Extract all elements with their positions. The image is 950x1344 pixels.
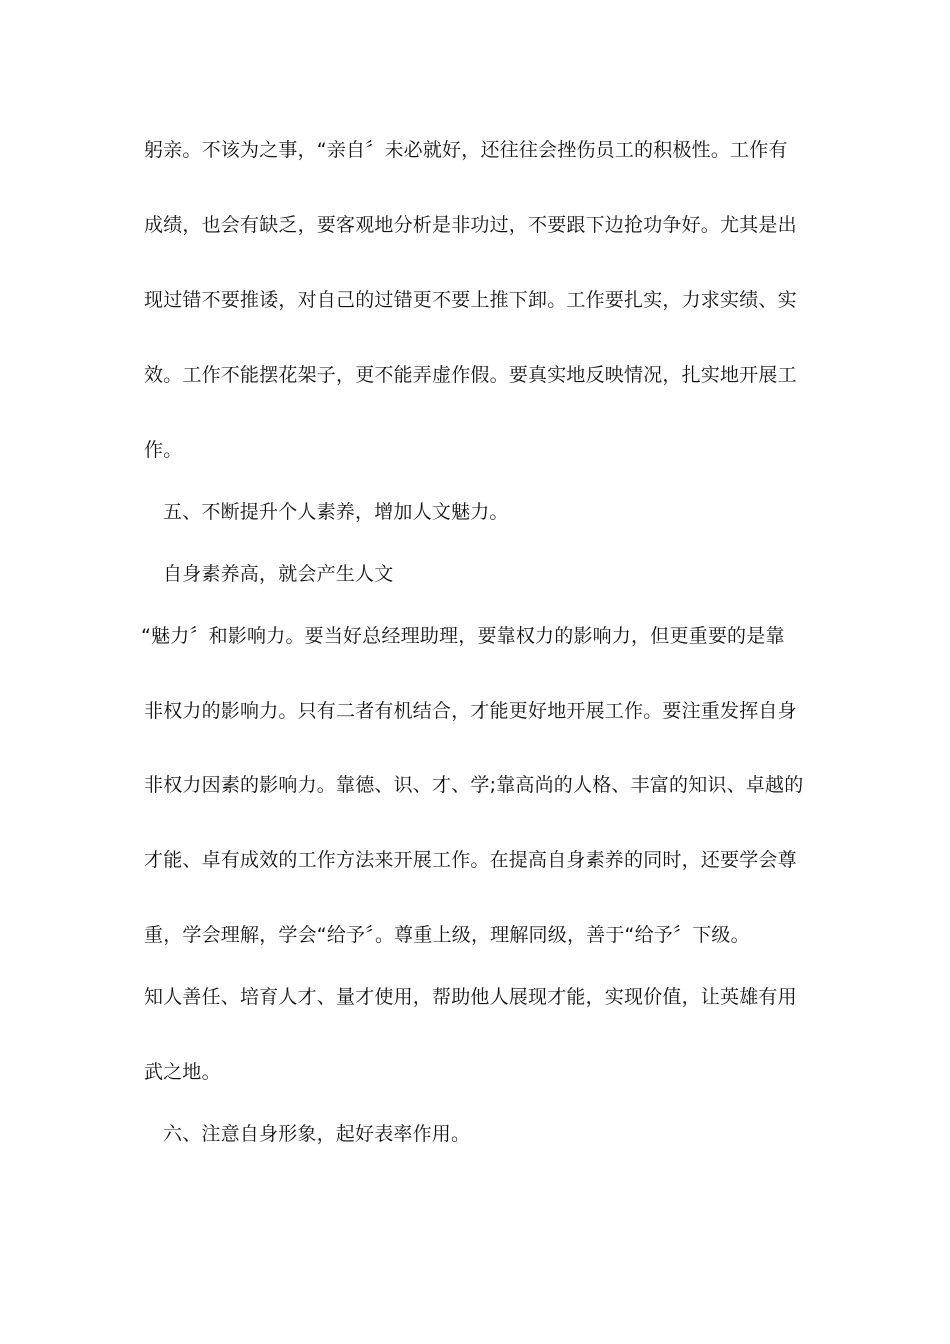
body-text-line: “魅力〞和影响力。要当好总经理助理，要靠权力的影响力，但更重要的是靠 [141,625,785,647]
body-text-line: 现过错不要推诿，对自己的过错更不要上推下卸。工作要扎实，力求实绩、实 [144,289,797,311]
body-text-line: 才能、卓有成效的工作方法来开展工作。在提高自身素养的同时，还要学会尊 [144,849,797,871]
section-heading-5: 五、不断提升个人素养，增加人文魅力。 [163,501,509,523]
body-text-line: 重，学会理解，学会“给予〞。尊重上级，理解同级，善于“给予〞下级。 [144,924,750,946]
body-text-line: 知人善任、培育人才、量才使用，帮助他人展现才能，实现价值，让英雄有用 [144,986,797,1008]
section-heading-6: 六、注意自身形象，起好表率作用。 [163,1123,471,1145]
body-text-line: 非权力的影响力。只有二者有机结合，才能更好地开展工作。要注重发挥自身 [144,700,797,722]
body-text-line: 作。 [144,439,183,461]
body-text-line: 自身素养高，就会产生人文 [163,563,394,585]
body-text-line: 躬亲。不该为之事，“亲自〞未必就好，还往往会挫伤员工的积极性。工作有 [144,139,788,161]
body-text-line: 效。工作不能摆花架子，更不能弄虚作假。要真实地反映情况，扎实地开展工 [144,364,797,386]
body-text-line: 非权力因素的影响力。靠德、识、才、学;靠高尚的人格、丰富的知识、卓越的 [144,774,804,796]
body-text-line: 成绩，也会有缺乏，要客观地分析是非功过，不要跟下边抢功争好。尤其是出 [144,214,797,236]
body-text-line: 武之地。 [144,1061,221,1083]
